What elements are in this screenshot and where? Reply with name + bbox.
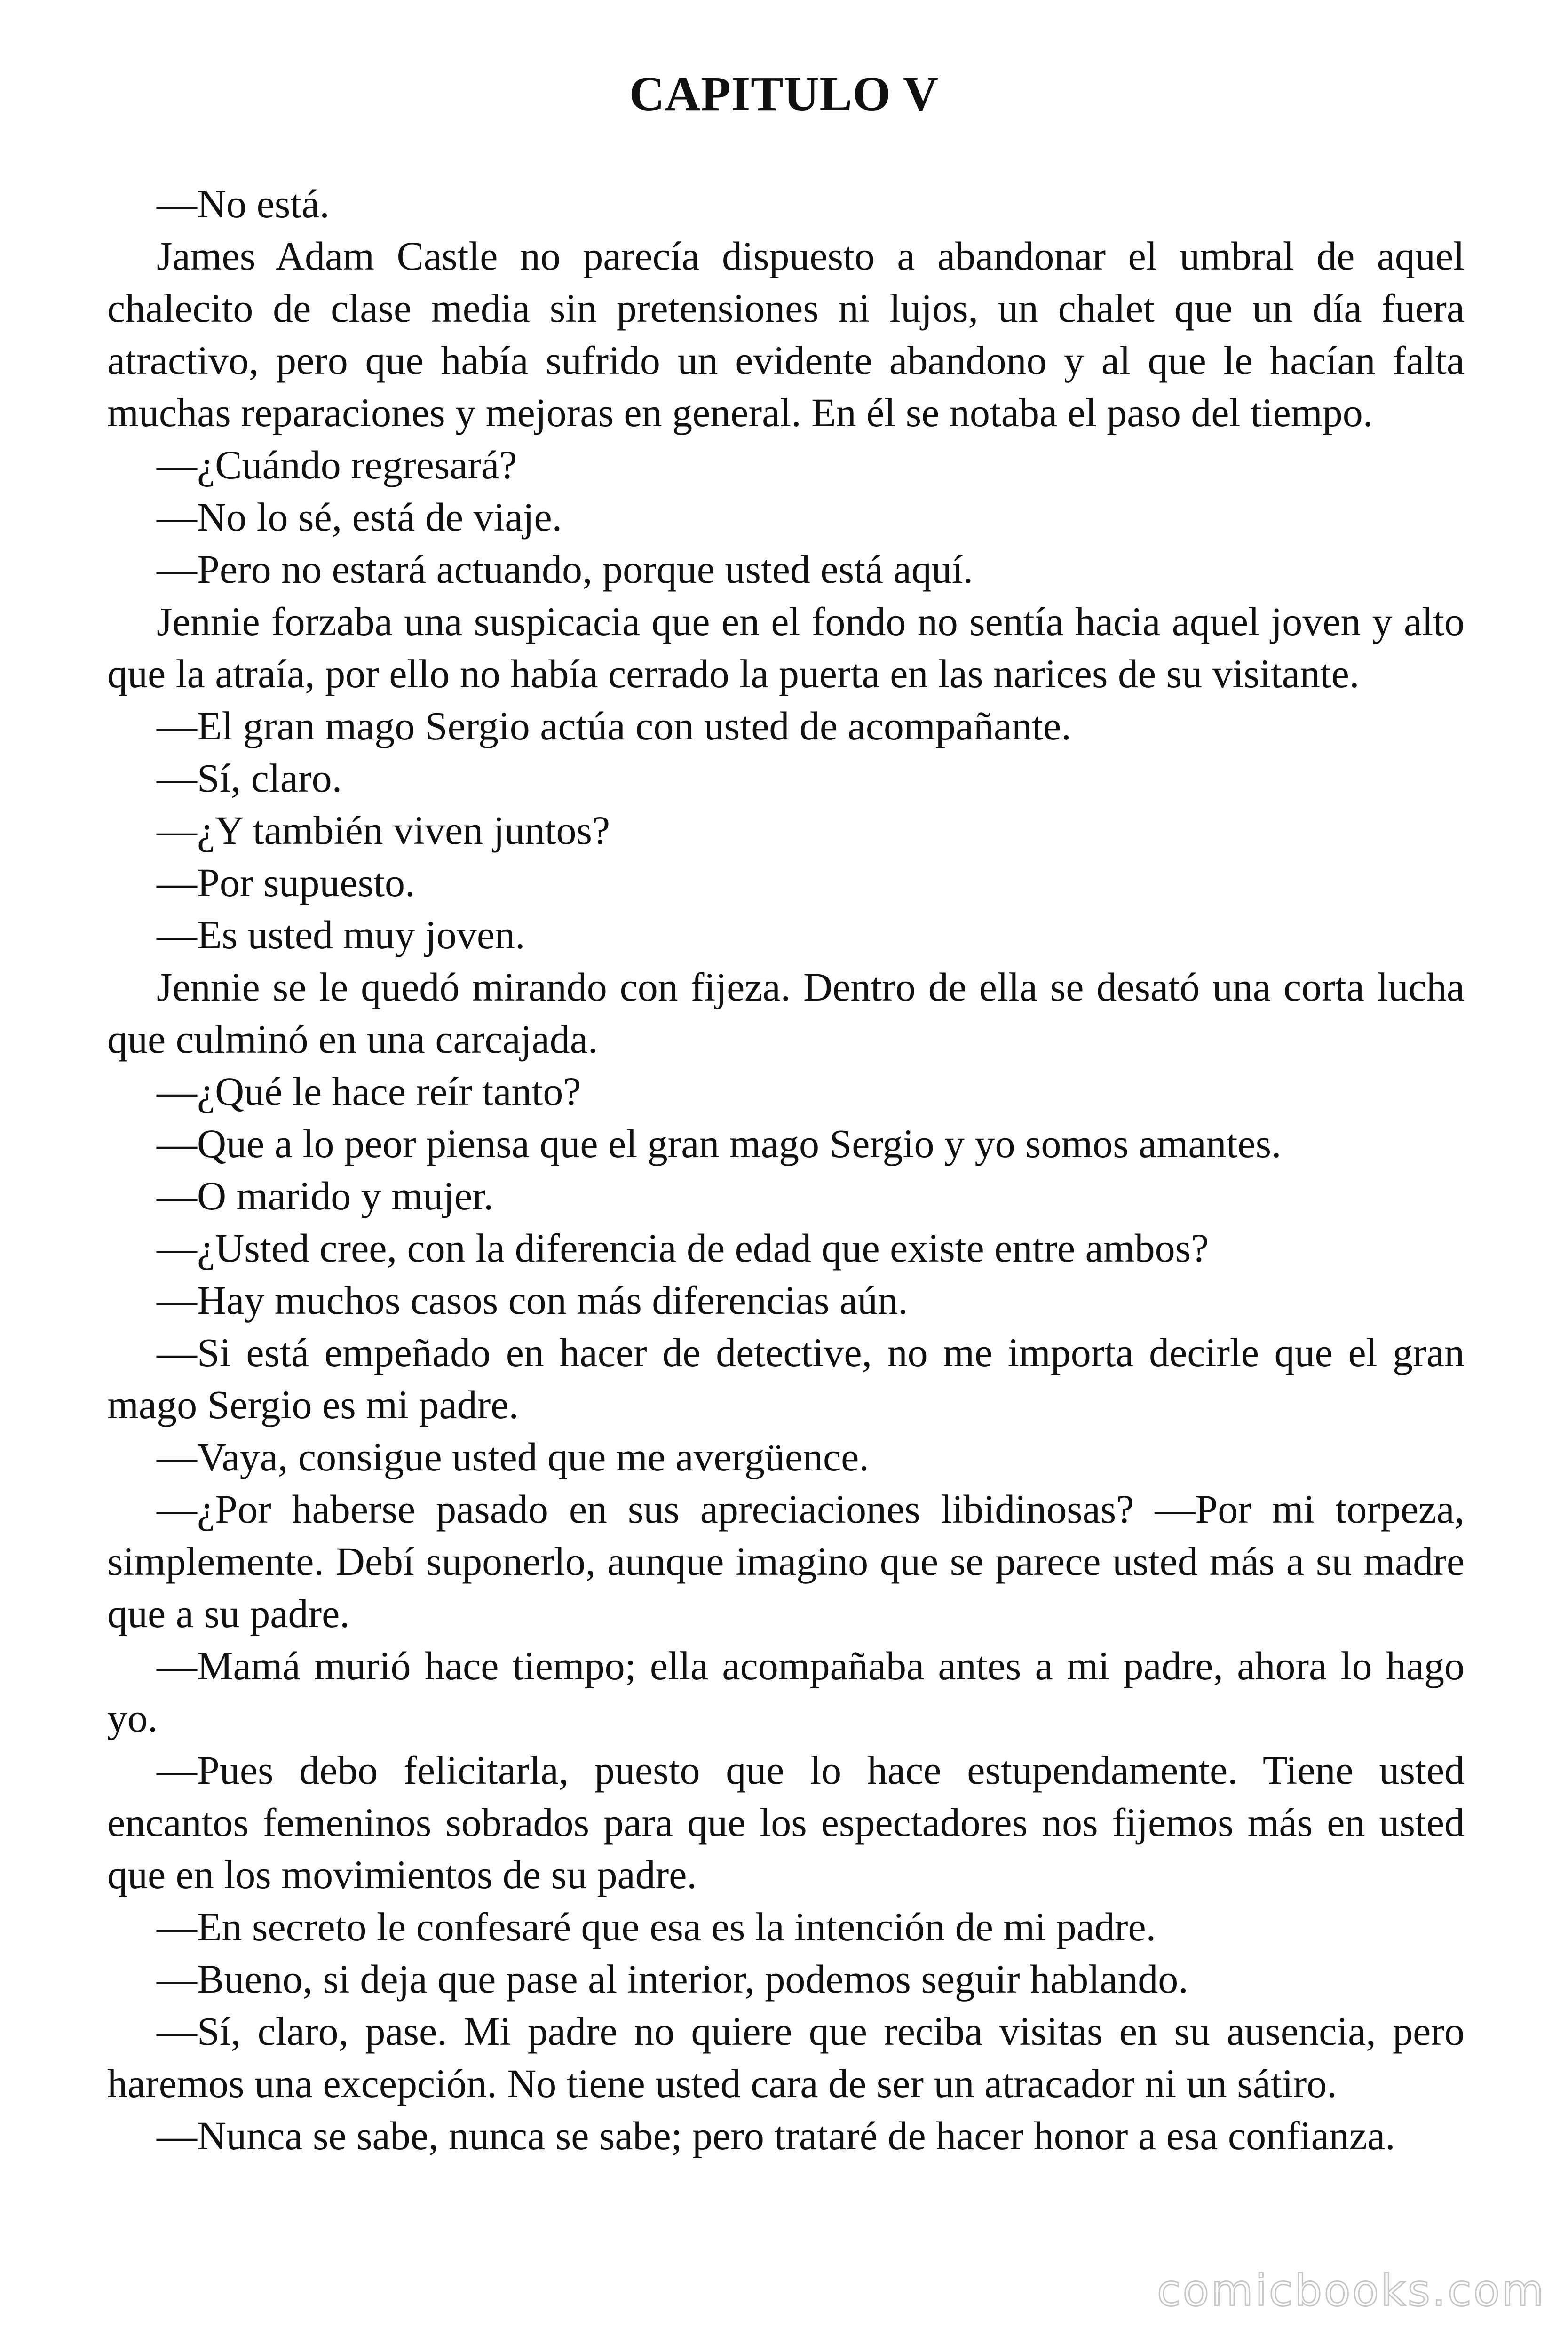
paragraph: —Si está empeñado en hacer de detective, no me importa decirle que el gran mago Sergio es mi padre.	[107, 1330, 1465, 1427]
paragraph: —Es usted muy joven.	[157, 912, 525, 957]
paragraph: —Bueno, si deja que pase al interior, podemos seguir hablando.	[157, 1956, 1188, 2002]
paragraph: —Pero no estará actuando, porque usted está aquí.	[157, 547, 974, 592]
page-body	[107, 178, 1465, 2162]
paragraph: —¿Y también viven juntos?	[157, 808, 610, 853]
paragraph: —Hay muchos casos con más diferencias aún.	[157, 1278, 908, 1323]
paragraph: —Sí, claro.	[157, 755, 342, 801]
paragraph: —Pues debo felicitarla, puesto que lo hace estupendamente. Tiene usted encantos femeninos sobrados para que los espectadores nos fijemos más en usted que en los movimientos de su padre.	[107, 1748, 1465, 1897]
paragraph: —¿Por haberse pasado en sus apreciaciones libidinosas? —Por mi torpeza, simplemente. Debí suponerlo, aunque imagino que se parece usted más a su madre que a su padre.	[107, 1486, 1465, 1636]
paragraph: —Vaya, consigue usted que me avergüence.	[157, 1434, 869, 1479]
paragraph: James Adam Castle no parecía dispuesto a abandonar el umbral de aquel chalecito de clase media sin pretensiones ni lujos, un chalet que un día fuera atractivo, pero que había sufrido un evidente abandono y al que le hacían falta muchas reparaciones y mejoras en general. En él se notaba el paso del tiempo.	[107, 233, 1465, 435]
paragraph: —No está.	[157, 181, 330, 226]
paragraph: —Mamá murió hace tiempo; ella acompañaba antes a mi padre, ahora lo hago yo.	[107, 1643, 1465, 1740]
paragraph: Jennie forzaba una suspicacia que en el fondo no sentía hacia aquel joven y alto que la atraía, por ello no había cerrado la puerta en las narices de su visitante.	[107, 599, 1465, 696]
paragraph: —Nunca se sabe, nunca se sabe; pero trataré de hacer honor a esa confianza.	[157, 2113, 1395, 2158]
paragraph: —¿Cuándo regresará?	[157, 442, 517, 487]
paragraph: —El gran mago Sergio actúa con usted de acompañante.	[157, 703, 1071, 748]
paragraph: —Sí, claro, pase. Mi padre no quiere que reciba visitas en su ausencia, pero haremos una excepción. No tiene usted cara de ser un atracador ni un sátiro.	[107, 2009, 1465, 2106]
chapter-title: CAPITULO V	[629, 67, 939, 121]
paragraph: —Que a lo peor piensa que el gran mago Sergio y yo somos amantes.	[157, 1121, 1282, 1166]
paragraph: —No lo sé, está de viaje.	[157, 494, 562, 540]
paragraph: —¿Usted cree, con la diferencia de edad que existe entre ambos?	[157, 1225, 1209, 1271]
paragraph: —O marido y mujer.	[157, 1173, 494, 1218]
paragraph: Jennie se le quedó mirando con fijeza. Dentro de ella se desató una corta lucha que culminó en una carcajada.	[107, 964, 1465, 1062]
paragraph: —Por supuesto.	[157, 860, 415, 905]
paragraph: —En secreto le confesaré que esa es la intención de mi padre.	[157, 1904, 1156, 1949]
paragraph: —¿Qué le hace reír tanto?	[157, 1069, 581, 1114]
watermark: comicbooks.com	[1157, 2265, 1546, 2316]
